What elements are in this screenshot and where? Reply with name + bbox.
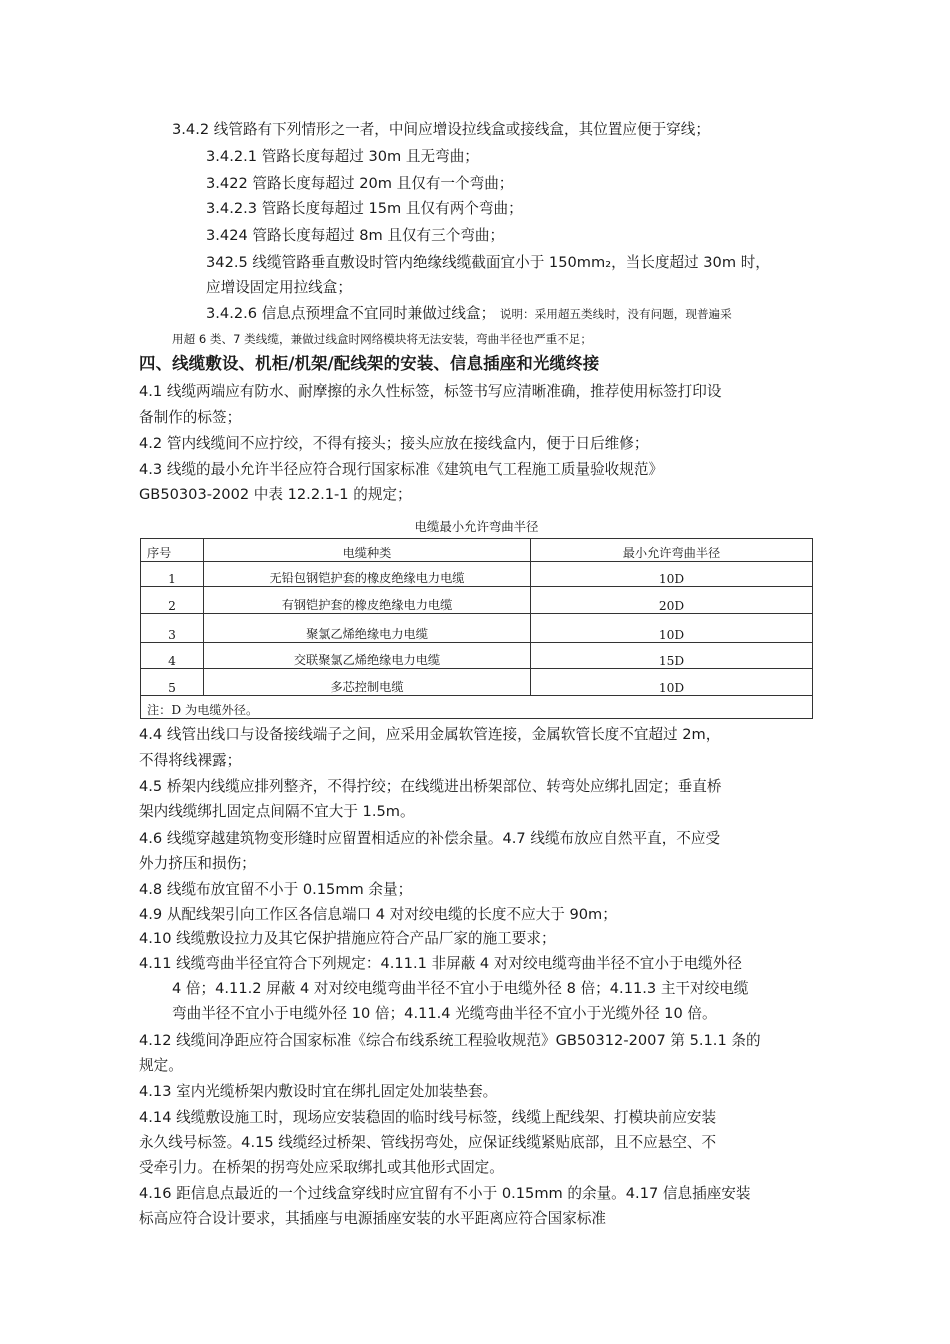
cell-min-radius: 20D [531,587,813,614]
clause-3-4-2-3: 3.4.2.3 管路长度每超过 15m 且仅有两个弯曲； [206,200,523,217]
clause-3-4-2-5-cont: 应增设固定用拉线盒； [206,279,352,296]
section-heading-4: 四、线缆敷设、机柜/机架/配线架的安装、信息插座和光缆终接 [139,354,600,373]
table-row [141,562,813,587]
clause-4-14: 4.14 线缆敷设施工时，现场应安装稳固的临时线号标签，线缆上配线架、打模块前应安装 [139,1109,717,1126]
table-row [141,587,813,614]
clause-4-4-cont: 不得将线裸露； [139,752,242,769]
cell-cable-type: 聚氯乙烯绝缘电力电缆 [204,614,531,643]
clause-3-4-2: 3.4.2 线管路有下列情形之一者，中间应增设拉线盒或接线盒，其位置应便于穿线； [172,121,710,138]
table-row [141,669,813,696]
clause-3-4-2-6-text: 3.4.2.6 信息点预埋盒不宜同时兼做过线盒； [206,305,496,322]
clause-3-4-2-5: 342.5 线缆管路垂直敷设时管内绝缘线缆截面宜小于 150mm₂，当长度超过 30m 时， [206,254,770,271]
cell-seq: 5 [141,669,204,696]
cell-min-radius: 10D [531,562,813,587]
clause-4-12-cont: 规定。 [139,1057,183,1074]
clause-3-4-2-1: 3.4.2.1 管路长度每超过 30m 且无弯曲； [206,148,479,165]
clause-4-13: 4.13 室内光缆桥架内敷设时宜在绑扎固定处加装垫套。 [139,1083,498,1100]
cell-seq: 4 [141,643,204,669]
clause-4-6-cont: 外力挤压和损伤； [139,855,256,872]
clause-4-10: 4.10 线缆敷设拉力及其它保护措施应符合产品厂家的施工要求； [139,930,556,947]
cell-min-radius: 10D [531,669,813,696]
cell-min-radius: 10D [531,614,813,643]
clause-3-4-2-6-note-cont: 用超 6 类、7 类线缆，兼做过线盒时网络模块将无法安装，弯曲半径也严重不足； [172,332,592,346]
clause-4-14-cont2: 受牵引力。在桥架的拐弯处应采取绑扎或其他形式固定。 [139,1159,504,1176]
clause-4-1-cont: 备制作的标签； [139,409,242,426]
clause-4-8: 4.8 线缆布放宜留不小于 0.15mm 余量； [139,881,413,898]
clause-4-5: 4.5 桥架内线缆应排列整齐，不得拧绞；在线缆进出桥架部位、转弯处应绑扎固定；垂直桥 [139,778,722,795]
clause-4-3-cont: GB50303-2002 中表 12.2.1-1 的规定； [139,486,412,503]
table-header-row [141,539,813,562]
header-seq: 序号 [141,539,204,562]
cell-seq: 2 [141,587,204,614]
header-cable-type: 电缆种类 [204,539,531,562]
cell-seq: 3 [141,614,204,643]
cable-bending-radius-table [140,538,813,719]
clause-3-4-2-4: 3.424 管路长度每超过 8m 且仅有三个弯曲； [206,227,505,244]
clause-4-3: 4.3 线缆的最小允许半径应符合现行国家标准《建筑电气工程施工质量验收规范》 [139,461,664,478]
cell-seq: 1 [141,562,204,587]
clause-3-4-2-6-note: 说明：采用超五类线时，没有问题，现普遍采 [499,307,732,321]
cell-cable-type: 无铅包钢铠护套的橡皮绝缘电力电缆 [204,562,531,587]
clause-4-5-cont: 架内线缆绑扎固定点间隔不宜大于 1.5m。 [139,803,415,820]
table-note-row [141,696,813,719]
cell-min-radius: 15D [531,643,813,669]
header-min-radius: 最小允许弯曲半径 [531,539,813,562]
clause-4-11-cont2: 弯曲半径不宜小于电缆外径 10 倍；4.11.4 光缆弯曲半径不宜小于光缆外径 10 倍。 [172,1005,717,1022]
clause-4-9: 4.9 从配线架引向工作区各信息端口 4 对对绞电缆的长度不应大于 90m； [139,906,617,923]
table-row [141,643,813,669]
clause-4-11-cont1: 4 倍；4.11.2 屏蔽 4 对对绞电缆弯曲半径不宜小于电缆外径 8 倍；4.11.3 主干对绞电缆 [172,980,749,997]
clause-4-6: 4.6 线缆穿越建筑物变形缝时应留置相适应的补偿余量。4.7 线缆布放应自然平直，不应受 [139,830,721,847]
cell-cable-type: 有钢铠护套的橡皮绝缘电力电缆 [204,587,531,614]
clause-4-1: 4.1 线缆两端应有防水、耐摩擦的永久性标签，标签书写应清晰准确，推荐使用标签打印设 [139,383,722,400]
clause-4-12: 4.12 线缆间净距应符合国家标准《综合布线系统工程验收规范》GB50312-2007 第 5.1.1 条的 [139,1032,761,1049]
clause-4-11: 4.11 线缆弯曲半径宜符合下列规定：4.11.1 非屏蔽 4 对对绞电缆弯曲半径不宜小于电缆外径 [139,955,742,972]
clause-4-16-cont: 标高应符合设计要求，其插座与电源插座安装的水平距离应符合国家标准 [139,1210,607,1227]
cell-cable-type: 多芯控制电缆 [204,669,531,696]
clause-4-4: 4.4 线管出线口与设备接线端子之间，应采用金属软管连接，金属软管长度不宜超过 2m， [139,726,721,743]
clause-3-4-2-6 [206,301,732,327]
table-caption: 电缆最小允许弯曲半径 [414,519,539,534]
table-row [141,614,813,643]
table-note: 注：D 为电缆外径。 [141,696,813,719]
cell-cable-type: 交联聚氯乙烯绝缘电力电缆 [204,643,531,669]
clause-4-14-cont1: 永久线号标签。4.15 线缆经过桥架、管线拐弯处，应保证线缆紧贴底部，且不应悬空、不 [139,1134,717,1151]
clause-3-4-2-2: 3.422 管路长度每超过 20m 且仅有一个弯曲； [206,175,514,192]
clause-4-16: 4.16 距信息点最近的一个过线盒穿线时应宜留有不小于 0.15mm 的余量。4.17 信息插座安装 [139,1185,751,1202]
clause-4-2: 4.2 管内线缆间不应拧绞，不得有接头；接头应放在接线盒内，便于日后维修； [139,435,649,452]
